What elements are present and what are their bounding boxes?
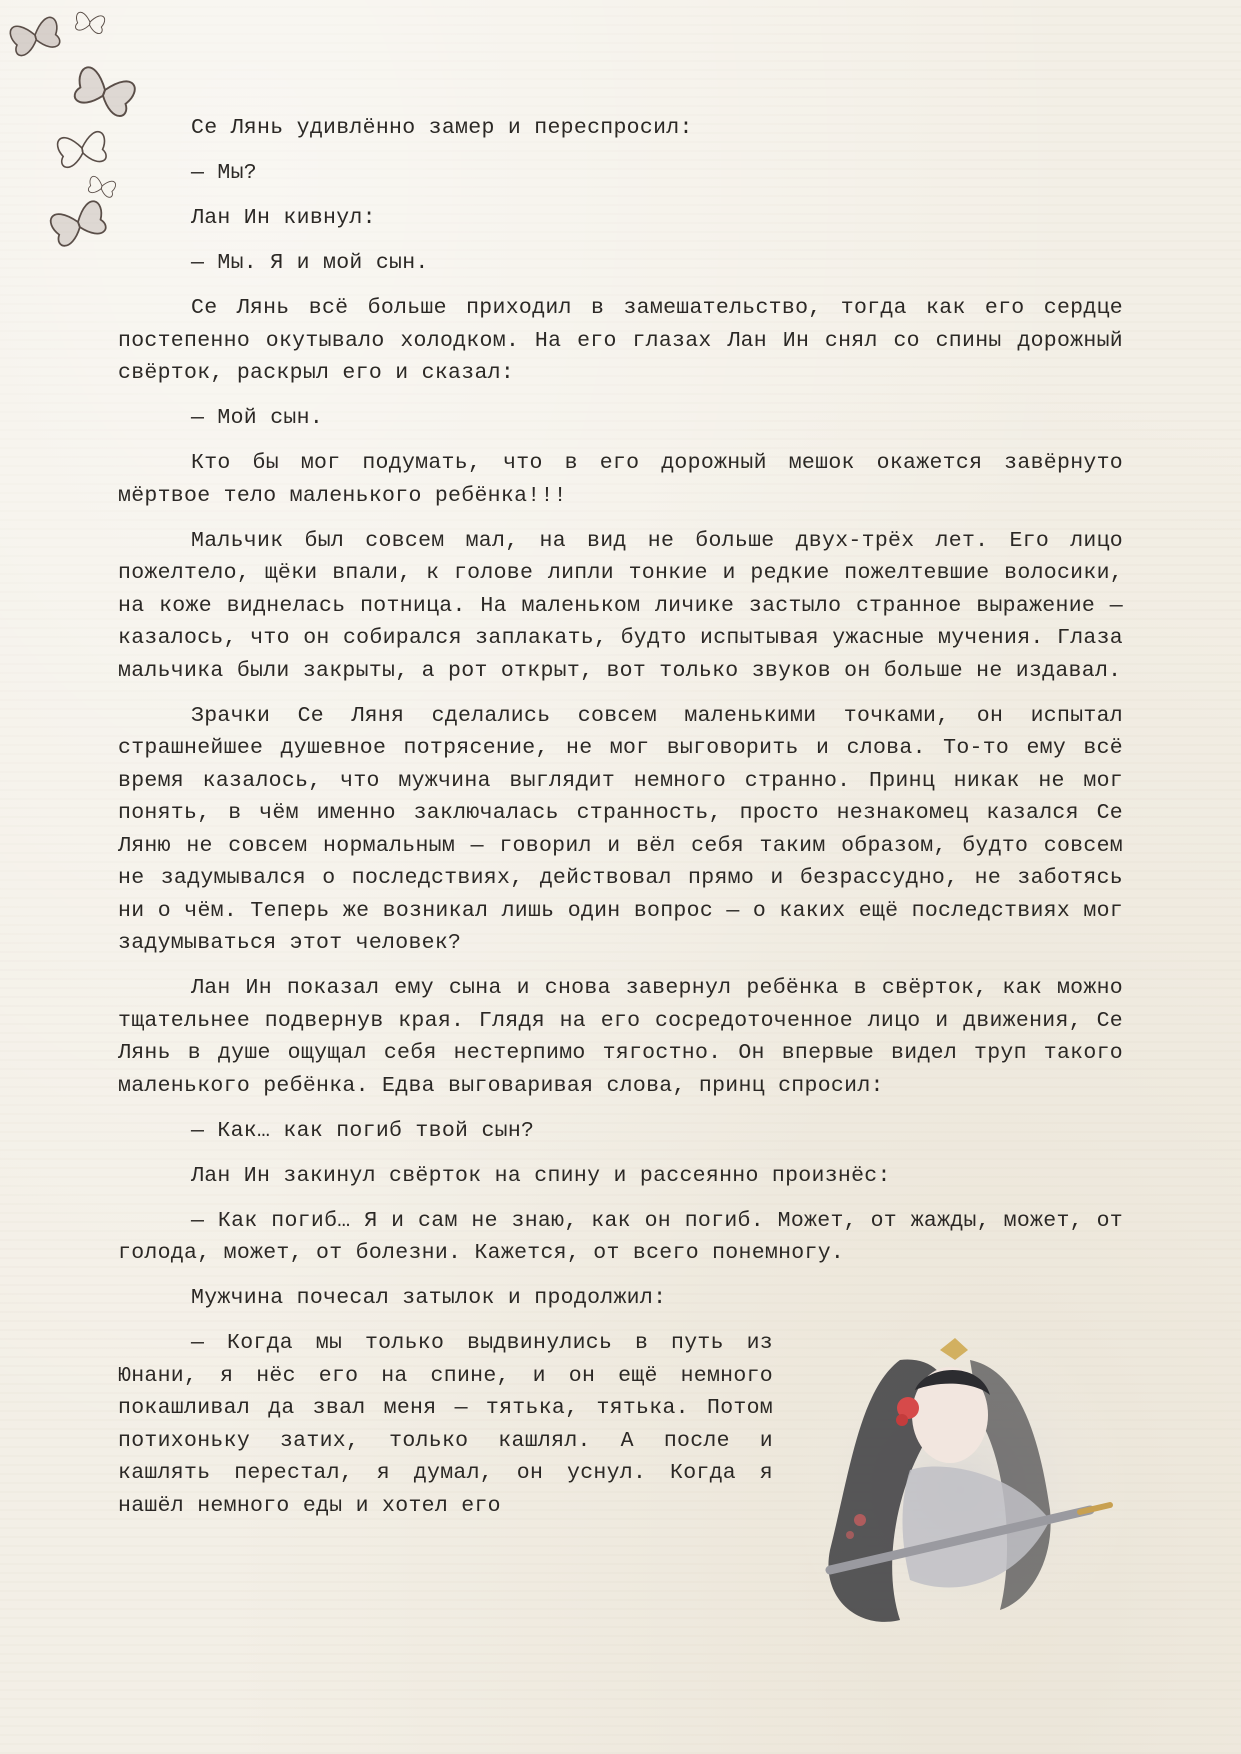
paragraph: — Как погиб… Я и сам не знаю, как он погиб. Может, от жажды, может, от голода, может, от болезни. Кажется, от всего понемногу. <box>118 1208 1123 1265</box>
paragraph: Мальчик был совсем мал, на вид не больше двух-трёх лет. Его лицо пожелтело, щёки впали, к голове липли тонкие и редкие пожелтевшие волосики, на коже виднелась потница. На маленьком личике застыло странное выражение — казалось, что он собирался заплакать, будто испытывая ужасные мучения. Глаза мальчика были закрыты, а рот открыт, вот только звуков он больше не издавал. <box>118 528 1123 683</box>
paragraph: Лан Ин закинул свёрток на спину и рассеянно произнёс: <box>191 1163 891 1188</box>
paragraph: Мужчина почесал затылок и продолжил: <box>191 1286 667 1310</box>
paragraph: — Мы? <box>191 161 258 185</box>
paragraph: — Мой сын. <box>191 406 324 430</box>
illustration-portrait <box>790 1320 1130 1650</box>
paragraph: — Как… как погиб твой сын? <box>191 1118 535 1143</box>
paragraph: Лан Ин показал ему сына и снова завернул ребёнка в свёрток, как можно тщательнее подвернув края. Глядя на его сосредоточенное лицо и движения, Се Лянь в душе ощущал себя нестерпимо тягостно. Он впервые видел труп такого маленького ребёнка. Едва выговаривая слова, принц спросил: <box>118 976 1123 1098</box>
paragraph: — Мы. Я и мой сын. <box>191 251 429 275</box>
paragraph: Се Лянь всё больше приходил в замешательство, тогда как его сердце постепенно окутывало холодком. На его глазах Лан Ин снял со спины дорожный свёрток, раскрыл его и сказал: <box>118 296 1123 385</box>
paragraph: Зрачки Се Ляня сделались совсем маленькими точками, он испытал страшнейшее душевное потрясение, не мог выговорить и слова. То-то ему всё время казалось, что мужчина выглядит немного странно. Принц никак не мог понять, в чём именно заключалась странность, просто незнакомец казался Се Ляню не совсем нормальным — говорил и вёл себя таким образом, будто совсем не задумывался о последствиях, действовал прямо и безрассудно, не заботясь ни о чём. Теперь же возникал лишь один вопрос — о каких ещё последствиях мог задумываться этот человек? <box>118 703 1123 955</box>
paragraph: Лан Ин кивнул: <box>191 206 376 230</box>
paragraph: Се Лянь удивлённо замер и переспросил: <box>191 116 693 140</box>
paragraph: — Когда мы только выдвинулись в путь из Юнани, я нёс его на спине, и он ещё немного покашливал да звал меня — тятька, тятька. Потом потихоньку затих, только кашлял. А после и кашлять перестал, я думал, он уснул. Когда я нашёл немного еды и хотел его <box>118 1331 773 1518</box>
paragraph: Кто бы мог подумать, что в его дорожный мешок окажется завёрнуто мёртвое тело маленького ребёнка!!! <box>118 451 1123 508</box>
